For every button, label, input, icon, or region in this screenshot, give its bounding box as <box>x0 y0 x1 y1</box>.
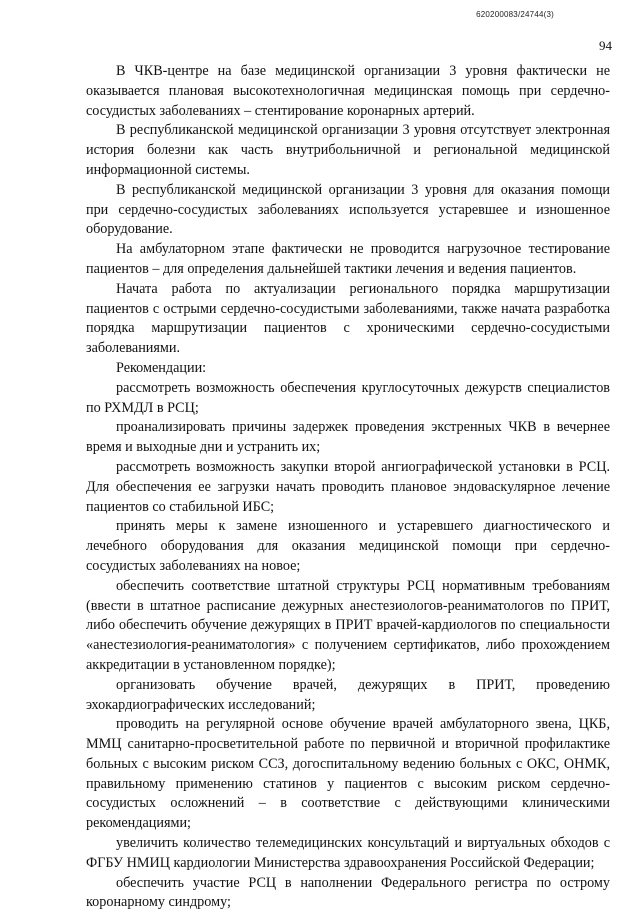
recommendation-item: рассмотреть возможность обеспечения круглосуточных дежурств специалистов по РХМДЛ в РСЦ; <box>86 379 610 416</box>
recommendation-item: проанализировать причины задержек проведения экстренных ЧКВ в вечернее время и выходные дни и устранить их; <box>86 419 610 456</box>
document-id: 620200083/24744(3) <box>476 10 554 19</box>
recommendation-item: обеспечить соответствие штатной структуры РСЦ нормативным требованиям (ввести в штатное расписание дежурных анестезиологов-реаниматологов по ПРИТ, либо обеспечить обучение дежурящих в ПРИТ врачей-кардиологов по специальности «анестезиология-реаниматология» с получением сертификатов, либо прохождением аккредитации в установленном порядке); <box>86 577 610 673</box>
recommendation-item: организовать обучение врачей, дежурящих в ПРИТ, проведению эхокардиографических исследований; <box>86 676 610 713</box>
paragraph: Начата работа по актуализации регионального порядка маршрутизации пациентов с острыми сердечно-сосудистыми заболеваниями, также начата разработка порядка маршрутизации пациентов с хроническими сердечно-сосудистыми заболеваниями. <box>86 280 610 357</box>
paragraph: В республиканской медицинской организации 3 уровня отсутствует электронная история болезни как часть внутрибольничной и региональной медицинской информационной системы. <box>86 122 610 178</box>
paragraph: В республиканской медицинской организации 3 уровня для оказания помощи при сердечно-сосудистых заболеваниях используется устаревшее и изношенное оборудование. <box>86 181 610 238</box>
recommendation-item: увеличить количество телемедицинских консультаций и виртуальных обходов с ФГБУ НМИЦ кардиологии Министерства здравоохранения Российской Федерации; <box>86 835 610 871</box>
recommendations-heading: Рекомендации: <box>116 359 207 376</box>
page-number: 94 <box>599 38 612 53</box>
paragraph: В ЧКВ-центре на базе медицинской организации 3 уровня фактически не оказывается плановая высокотехнологичная медицинская помощь при сердечно-сосудистых заболеваниях – стентирование коронарных артерий. <box>86 63 610 119</box>
document-body <box>86 62 610 913</box>
paragraph: На амбулаторном этапе фактически не проводится нагрузочное тестирование пациентов – для определения дальнейшей тактики лечения и ведения пациентов. <box>86 241 610 277</box>
recommendation-item: проводить на регулярной основе обучение врачей амбулаторного звена, ЦКБ, ММЦ санитарно-просветительной работе по первичной и вторичной профилактике больных с высоким риском ССЗ, догоспитальному ведению больных с ОКС, ОНМК, правильному применению статинов у пациентов с высоким риском сердечно-сосудистых осложнений – в соответствие с действующими клиническими рекомендациями; <box>86 716 610 832</box>
recommendation-item: обеспечить участие РСЦ в наполнении Федерального регистра по острому коронарному синдрому; <box>86 874 610 911</box>
recommendation-item: принять меры к замене изношенного и устаревшего диагностического и лечебного оборудования для оказания медицинской помощи при сердечно-сосудистых заболеваниях на новое; <box>86 518 610 574</box>
recommendation-item: рассмотреть возможность закупки второй ангиографической установки в РСЦ. Для обеспечения ее загрузки начать проводить плановое эндоваскулярное лечение пациентов со стабильной ИБС; <box>86 458 610 515</box>
